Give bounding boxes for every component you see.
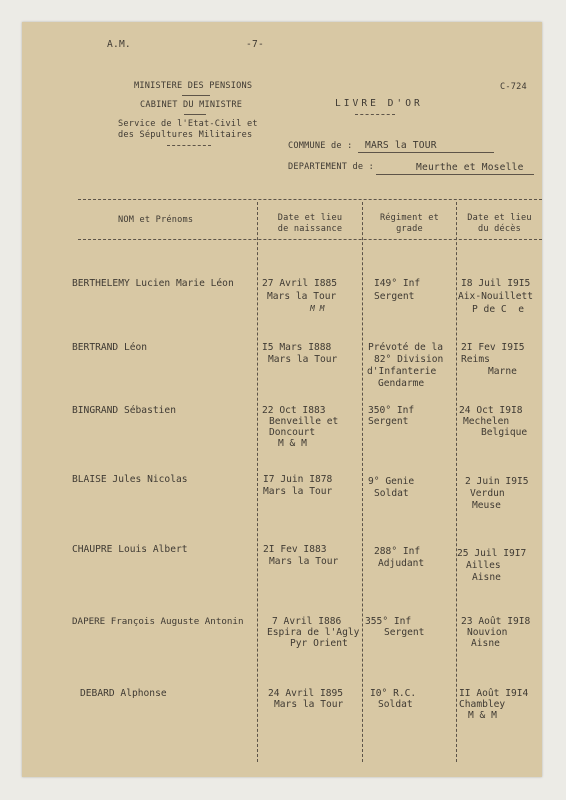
- commune-underline: [358, 152, 494, 153]
- row-death-line: Mechelen: [463, 416, 510, 427]
- row-birth-note: M M: [310, 304, 325, 313]
- column-header-death-line2: du décès: [478, 224, 521, 234]
- row-name: CHAUPRE Louis Albert: [72, 544, 188, 555]
- row-birth-line: M & M: [278, 438, 307, 449]
- row-death-line: II Août I9I4: [459, 688, 529, 699]
- row-death-line: Marne: [488, 366, 517, 377]
- row-birth-line: Mars la Tour: [268, 354, 338, 365]
- service-line-1: Service de l'Etat-Civil et: [118, 119, 258, 129]
- ministry-title: MINISTERE DES PENSIONS: [134, 81, 253, 91]
- row-birth-line: 2I Fev I883: [263, 544, 327, 555]
- row-name: DEBARD Alphonse: [80, 688, 167, 699]
- row-death-line: Reims: [461, 354, 490, 365]
- row-regiment-line: Gendarme: [378, 378, 425, 389]
- document-ref: A.M.: [107, 39, 131, 50]
- row-name: BINGRAND Sébastien: [72, 405, 176, 416]
- department-value: Meurthe et Moselle: [416, 162, 524, 173]
- cabinet-title: CABINET DU MINISTRE: [140, 100, 243, 110]
- column-header-regiment-line1: Régiment et: [379, 213, 440, 223]
- service-underline: [167, 145, 211, 146]
- ministry-underline: [182, 95, 210, 96]
- document-code: C-724: [500, 82, 527, 92]
- row-regiment-line: I0° R.C.: [370, 688, 417, 699]
- row-birth-line: Mars la Tour: [269, 556, 339, 567]
- column-divider-death: [456, 202, 457, 762]
- row-death-line: 2I Fev I9I5: [461, 342, 525, 353]
- row-birth-line: 27 Avril I885: [262, 278, 338, 289]
- service-line-2: des Sépultures Militaires: [118, 130, 253, 140]
- row-death-line: Verdun: [470, 488, 505, 499]
- row-regiment-line: Sergent: [384, 627, 425, 638]
- row-birth-line: Pyr Orient: [290, 638, 348, 649]
- row-name: BERTHELEMY Lucien Marie Léon: [72, 278, 234, 289]
- commune-label: COMMUNE de :: [288, 141, 353, 151]
- row-regiment-line: Sergent: [374, 291, 415, 302]
- table-header-rule: [78, 239, 542, 240]
- row-death-line: Chambley: [459, 699, 506, 710]
- table-top-rule: [78, 199, 542, 200]
- row-death-line: Belgique: [481, 427, 528, 438]
- row-death-line: Meuse: [472, 500, 501, 511]
- row-regiment-line: Prévoté de la: [368, 342, 444, 353]
- row-death-line: P de C e: [472, 304, 524, 315]
- row-death-line: I8 Juil I9I5: [461, 278, 531, 289]
- column-divider-regiment: [362, 202, 363, 762]
- row-name: BLAISE Jules Nicolas: [72, 474, 188, 485]
- row-birth-line: Mars la Tour: [263, 486, 333, 497]
- row-birth-line: 7 Avril I886: [272, 616, 342, 627]
- row-birth-line: I7 Juin I878: [263, 474, 333, 485]
- row-death-line: 25 Juil I9I7: [457, 548, 527, 559]
- row-death-line: Aisne: [472, 572, 501, 583]
- row-death-line: 24 Oct I9I8: [459, 405, 523, 416]
- book-title-underline: [355, 114, 395, 115]
- row-death-line: Ailles: [466, 560, 501, 571]
- row-birth-line: I5 Mars I888: [262, 342, 332, 353]
- department-underline: [376, 174, 534, 175]
- row-birth-line: Doncourt: [269, 427, 316, 438]
- column-header-birth-line2: de naissance: [277, 224, 343, 234]
- column-header-name: NOM et Prénoms: [118, 215, 194, 225]
- row-birth-line: 22 Oct I883: [262, 405, 326, 416]
- row-regiment-line: 82° Division: [374, 354, 444, 365]
- department-label: DEPARTEMENT de :: [288, 162, 374, 172]
- column-header-birth-line1: Date et lieu: [277, 213, 343, 223]
- row-death-line: Nouvion: [467, 627, 508, 638]
- row-regiment-line: 355° Inf: [365, 616, 412, 627]
- row-birth-line: 24 Avril I895: [268, 688, 344, 699]
- row-name: BERTRAND Léon: [72, 342, 148, 353]
- row-name: DAPERE François Auguste Antonin: [72, 616, 244, 627]
- row-regiment-line: Adjudant: [378, 558, 425, 569]
- row-birth-line: Mars la Tour: [267, 291, 337, 302]
- row-birth-line: Benveille et: [269, 416, 339, 427]
- row-regiment-line: 350° Inf: [368, 405, 415, 416]
- document-sheet: [22, 22, 542, 777]
- row-regiment-line: 288° Inf: [374, 546, 421, 557]
- row-death-line: M & M: [468, 710, 497, 721]
- row-birth-line: Espira de l'Agly: [267, 627, 360, 638]
- row-regiment-line: I49° Inf: [374, 278, 421, 289]
- page-number: -7-: [246, 39, 264, 50]
- row-regiment-line: Soldat: [374, 488, 409, 499]
- cabinet-underline: [184, 114, 206, 115]
- row-regiment-line: Soldat: [378, 699, 413, 710]
- row-regiment-line: d'Infanterie: [367, 366, 437, 377]
- row-regiment-line: 9° Genie: [368, 476, 415, 487]
- column-header-regiment-line2: grade: [396, 224, 423, 234]
- row-regiment-line: Sergent: [368, 416, 409, 427]
- row-death-line: 23 Août I9I8: [461, 616, 531, 627]
- row-death-line: Aisne: [471, 638, 500, 649]
- book-title: LIVRE D'OR: [335, 98, 423, 109]
- commune-value: MARS la TOUR: [365, 140, 437, 151]
- row-death-line: 2 Juin I9I5: [465, 476, 529, 487]
- row-death-line: Aix-Nouillett: [458, 291, 534, 302]
- row-birth-line: Mars la Tour: [274, 699, 344, 710]
- column-divider-birth: [257, 202, 258, 762]
- column-header-death-line1: Date et lieu: [467, 213, 532, 223]
